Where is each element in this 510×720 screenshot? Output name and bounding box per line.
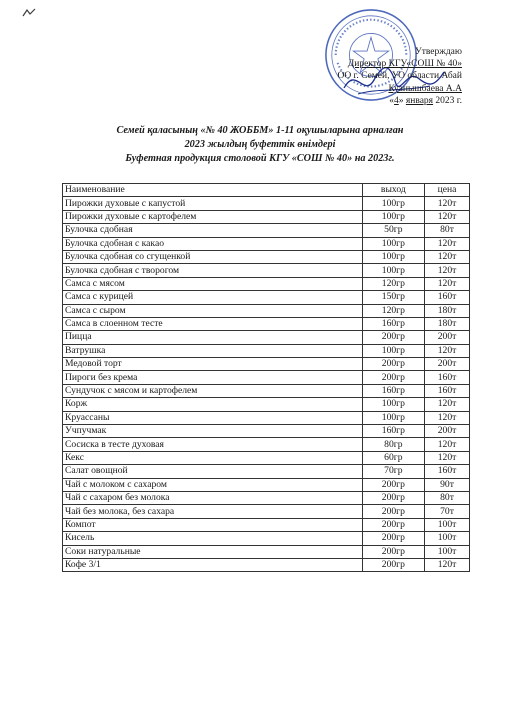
item-yield-cell: 100гр	[362, 411, 424, 424]
item-price-cell: 90т	[425, 478, 470, 491]
item-name-cell: Булочка сдобная	[63, 224, 363, 237]
item-price-cell: 200т	[425, 358, 470, 371]
item-yield-cell: 100гр	[362, 250, 424, 263]
item-yield-cell: 200гр	[362, 491, 424, 504]
item-yield-cell: 200гр	[362, 478, 424, 491]
table-row	[63, 264, 470, 277]
item-price-cell: 160т	[425, 291, 470, 304]
item-name-cell: Сундучок с мясом и картофелем	[63, 384, 363, 397]
date-open-quote: «	[389, 95, 395, 106]
date-day: 4	[394, 95, 399, 106]
item-yield-cell: 100гр	[362, 237, 424, 250]
item-price-cell: 120т	[425, 451, 470, 464]
buffet-menu-table	[62, 183, 470, 572]
item-price-cell: 120т	[425, 411, 470, 424]
item-price-cell: 160т	[425, 465, 470, 478]
table-row	[63, 384, 470, 397]
table-row	[63, 558, 470, 571]
table-row	[63, 518, 470, 531]
table-header-row	[63, 184, 470, 197]
item-yield-cell: 200гр	[362, 518, 424, 531]
item-price-cell: 70т	[425, 505, 470, 518]
table-row	[63, 331, 470, 344]
date-close-quote: »	[398, 95, 404, 106]
item-price-cell: 160т	[425, 384, 470, 397]
item-price-cell: 120т	[425, 438, 470, 451]
item-price-cell: 200т	[425, 425, 470, 438]
table-row	[63, 224, 470, 237]
column-header-price: цена	[425, 184, 470, 197]
item-name-cell: Кисель	[63, 532, 363, 545]
table-row	[63, 491, 470, 504]
approval-position: Директор КГУ«СОШ № 40»	[347, 59, 462, 70]
item-price-cell: 180т	[425, 304, 470, 317]
item-price-cell: 100т	[425, 518, 470, 531]
item-name-cell: Медовой торт	[63, 358, 363, 371]
item-name-cell: Самса с курицей	[63, 291, 363, 304]
table-row	[63, 210, 470, 223]
table-row	[63, 451, 470, 464]
document-title	[40, 124, 480, 166]
item-price-cell: 200т	[425, 331, 470, 344]
item-price-cell: 120т	[425, 398, 470, 411]
table-row	[63, 358, 470, 371]
title-line-russian: Буфетная продукция столовой КГУ «СОШ № 40» на 2023г.	[125, 153, 395, 164]
item-name-cell: Пирожки духовые с капустой	[63, 197, 363, 210]
item-name-cell: Булочка сдобная с творогом	[63, 264, 363, 277]
item-yield-cell: 100гр	[362, 398, 424, 411]
table-row	[63, 291, 470, 304]
title-line-kazakh-1: Семей қаласының «№ 40 ЖОББМ» 1-11 оқушыларына арналған	[116, 125, 404, 136]
item-name-cell: Булочка сдобная со сгущенкой	[63, 250, 363, 263]
table-row	[63, 532, 470, 545]
table-row	[63, 411, 470, 424]
item-price-cell: 120т	[425, 210, 470, 223]
table-row	[63, 545, 470, 558]
item-price-cell: 120т	[425, 250, 470, 263]
item-name-cell: Пицца	[63, 331, 363, 344]
item-name-cell: Соки натуральные	[63, 545, 363, 558]
item-yield-cell: 200гр	[362, 331, 424, 344]
item-price-cell: 120т	[425, 344, 470, 357]
item-yield-cell: 120гр	[362, 304, 424, 317]
item-yield-cell: 160гр	[362, 384, 424, 397]
item-price-cell: 120т	[425, 277, 470, 290]
item-yield-cell: 160гр	[362, 425, 424, 438]
item-yield-cell: 100гр	[362, 344, 424, 357]
table-row	[63, 304, 470, 317]
item-price-cell: 100т	[425, 545, 470, 558]
item-yield-cell: 160гр	[362, 317, 424, 330]
item-name-cell: Самса с мясом	[63, 277, 363, 290]
item-yield-cell: 80гр	[362, 438, 424, 451]
table-row	[63, 438, 470, 451]
item-price-cell: 160т	[425, 371, 470, 384]
table-row	[63, 277, 470, 290]
item-name-cell: Круассаны	[63, 411, 363, 424]
item-yield-cell: 200гр	[362, 558, 424, 571]
table-row	[63, 398, 470, 411]
table-row	[63, 465, 470, 478]
item-yield-cell: 150гр	[362, 291, 424, 304]
approval-heading: Утверждаю	[415, 47, 462, 57]
item-name-cell: Булочка сдобная с какао	[63, 237, 363, 250]
column-header-yield: выход	[362, 184, 424, 197]
item-price-cell: 120т	[425, 197, 470, 210]
item-name-cell: Салат овощной	[63, 465, 363, 478]
item-price-cell: 100т	[425, 532, 470, 545]
item-price-cell: 120т	[425, 264, 470, 277]
item-name-cell: Чай с молоком с сахаром	[63, 478, 363, 491]
corner-mark-icon	[22, 8, 36, 18]
table-row	[63, 505, 470, 518]
item-yield-cell: 60гр	[362, 451, 424, 464]
item-name-cell: Самса с сыром	[63, 304, 363, 317]
item-yield-cell: 200гр	[362, 545, 424, 558]
date-year: 2023 г.	[435, 95, 462, 106]
approval-date	[262, 95, 462, 107]
item-yield-cell: 100гр	[362, 264, 424, 277]
item-price-cell: 120т	[425, 237, 470, 250]
item-name-cell: Кофе 3/1	[63, 558, 363, 571]
item-yield-cell: 100гр	[362, 210, 424, 223]
item-price-cell: 80т	[425, 224, 470, 237]
table-row	[63, 425, 470, 438]
table-row	[63, 237, 470, 250]
item-yield-cell: 200гр	[362, 532, 424, 545]
item-name-cell: Пирожки духовые с картофелем	[63, 210, 363, 223]
title-line-kazakh-2: 2023 жылдың буфеттік өнімдері	[184, 139, 336, 150]
item-yield-cell: 100гр	[362, 197, 424, 210]
item-yield-cell: 200гр	[362, 358, 424, 371]
item-name-cell: Кекс	[63, 451, 363, 464]
item-price-cell: 180т	[425, 317, 470, 330]
table-row	[63, 250, 470, 263]
table-row	[63, 478, 470, 491]
item-yield-cell: 200гр	[362, 371, 424, 384]
item-price-cell: 80т	[425, 491, 470, 504]
approval-organization: ОО г. Семей, УО области Абай	[337, 71, 462, 82]
approval-name: Куанышбаева А.А	[388, 83, 462, 94]
table-row	[63, 344, 470, 357]
item-name-cell: Ватрушка	[63, 344, 363, 357]
item-name-cell: Пироги без крема	[63, 371, 363, 384]
table-row	[63, 371, 470, 384]
item-name-cell: Сосиска в тесте духовая	[63, 438, 363, 451]
date-month: января	[405, 95, 434, 106]
table-row	[63, 317, 470, 330]
item-name-cell: Чай с сахаром без молока	[63, 491, 363, 504]
item-name-cell: Чай без молока, без сахара	[63, 505, 363, 518]
item-yield-cell: 70гр	[362, 465, 424, 478]
item-name-cell: Самса в слоенном тесте	[63, 317, 363, 330]
table-row	[63, 197, 470, 210]
item-yield-cell: 200гр	[362, 505, 424, 518]
item-price-cell: 120т	[425, 558, 470, 571]
item-yield-cell: 50гр	[362, 224, 424, 237]
item-name-cell: Компот	[63, 518, 363, 531]
item-name-cell: Корж	[63, 398, 363, 411]
item-yield-cell: 120гр	[362, 277, 424, 290]
approval-block	[262, 46, 462, 107]
item-name-cell: Учпучмак	[63, 425, 363, 438]
column-header-name: Наименование	[63, 184, 363, 197]
